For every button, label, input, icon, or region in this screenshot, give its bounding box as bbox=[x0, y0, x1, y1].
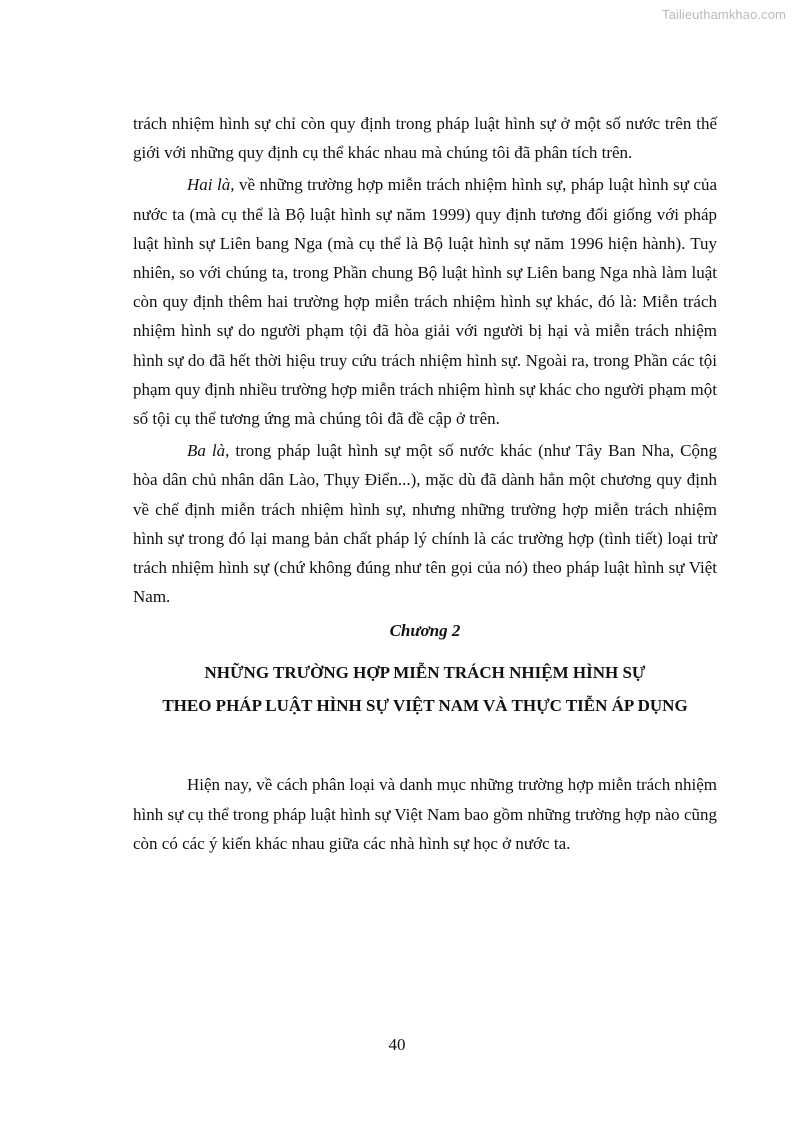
paragraph-body-ba-la: , trong pháp luật hình sự một số nước khác (như Tây Ban Nha, Cộng hòa dân chủ nhân dân Lào, Thụy Điển...), mặc dù đã dành hẳn một chương quy định về chế định miễn trách nhiệm hình sự, nhưng những trường hợp miễn trách nhiệm hình sự trong đó lại mang bản chất pháp lý chính là các trường hợp (tình tiết) loại trừ trách nhiệm hình sự (chứ không đúng như tên gọi của nó) theo pháp luật hình sự Việt Nam. bbox=[133, 441, 717, 607]
paragraph-lead-ba-la: Ba là bbox=[187, 441, 226, 461]
paragraph-continuation: trách nhiệm hình sự chỉ còn quy định trong pháp luật hình sự ở một số nước trên thế giới với những quy định cụ thể khác nhau mà chúng tôi đã phân tích trên. bbox=[133, 114, 717, 163]
paragraph-body-hai-la: về những trường hợp miễn trách nhiệm hình sự, pháp luật hình sự của nước ta (mà cụ thể là Bộ luật hình sự năm 1999) quy định tương đối giống với pháp luật hình sự Liên bang Nga (mà cụ thể là Bộ luật hình sự năm 1996 hiện hành). Tuy nhiên, so với chúng ta, trong Phần chung Bộ luật hình sự Liên bang Nga nhà làm luật còn quy định thêm hai trường hợp miễn trách nhiệm hình sự khác, đó là: Miễn trách nhiệm hình sự do người phạm tội đã hòa giải với người bị hại và miễn trách nhiệm hình sự do đã hết thời hiệu truy cứu trách nhiệm hình sự. Ngoài ra, trong Phần các tội phạm quy định nhiều trường hợp miễn trách nhiệm hình sự khác cho người phạm một số tội cụ thể tương ứng mà chúng tôi đã đề cập ở trên. bbox=[133, 175, 717, 429]
chapter-title-line-1: NHỮNG TRƯỜNG HỢP MIỄN TRÁCH NHIỆM HÌNH SỰ bbox=[204, 663, 646, 683]
document-page-body bbox=[133, 109, 717, 861]
paragraph-ba-la bbox=[133, 436, 717, 611]
paragraph-lead-hai-la: Hai là, bbox=[187, 175, 235, 195]
paragraph-hien-nay: Hiện nay, về cách phân loại và danh mục những trường hợp miễn trách nhiệm hình sự cụ thể trong pháp luật hình sự Việt Nam bao gồm những trường hợp nào cũng còn có các ý kiến khác nhau giữa các nhà hình sự học ở nước ta. bbox=[133, 775, 717, 853]
section-spacer bbox=[133, 722, 717, 770]
page-number: 40 bbox=[388, 1035, 406, 1054]
chapter-label: Chương 2 bbox=[389, 621, 461, 641]
chapter-title-line-2: THEO PHÁP LUẬT HÌNH SỰ VIỆT NAM VÀ THỰC TIỄN ÁP DỤNG bbox=[162, 696, 688, 716]
watermark-text: Tailieuthamkhao.com bbox=[661, 7, 786, 22]
paragraph-hai-la bbox=[133, 170, 717, 433]
